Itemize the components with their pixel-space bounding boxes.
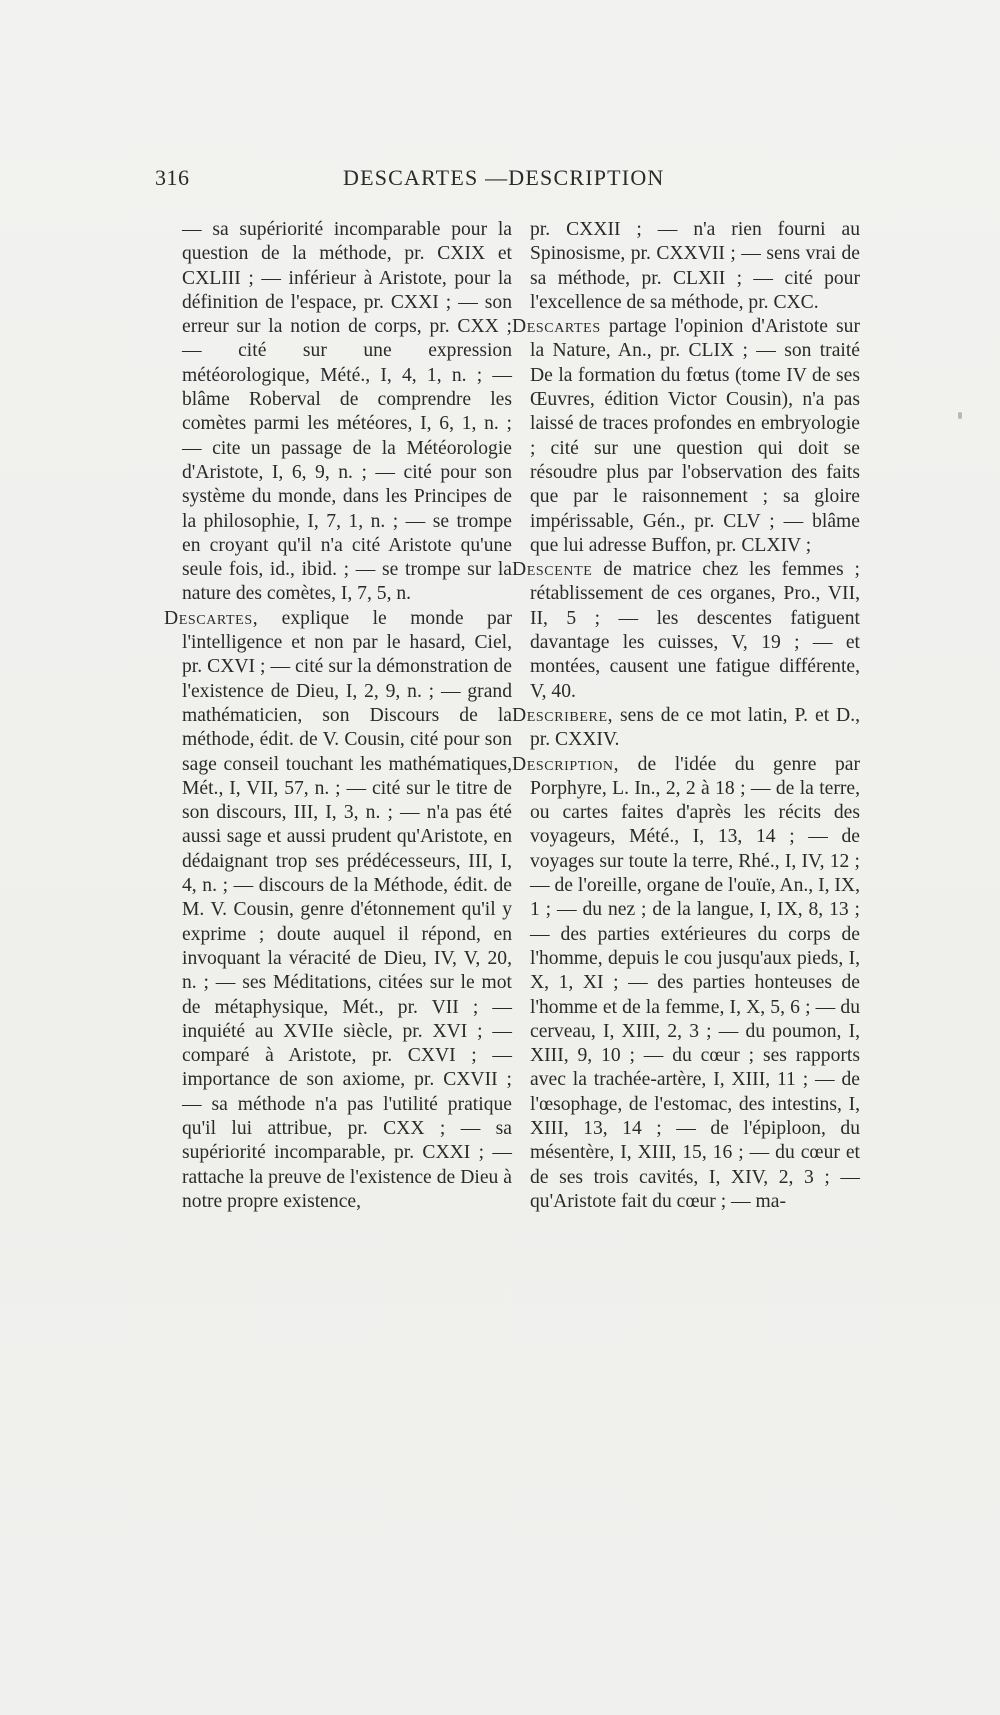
entry-text: de l'idée du genre par Porphyre, L. In., 2, 2 à 18 ; — de la terre, ou cartes faites d'après les récits des voyageurs, Mété., I, 13, 14 ; — de voyages sur toute la terre, Rhé., I, IV, 12 ; — de l'oreille, organe de l'ouïe, An., I, IX, 1 ; — du nez ; de la langue, I, IX, 8, 13 ; — des parties extérieures du corps de l'homme, depuis le cou jusqu'aux pieds, I, X, 1, XI ; — des parties honteuses de l'homme et de la femme, I, X, 5, 6 ; — du cerveau, I, XIII, 2, 3 ; — du poumon, I, XIII, 9, 10 ; — du cœur ; ses rapports avec la trachée-artère, I, XIII, 11 ; — de l'œsophage, de l'estomac, des intestins, I, XIII, 13, 14 ; — de l'épiploon, du mésentère, I, XIII, 15, 16 ; — du cœur et de ses trois cavités, I, XIV, 2, 3 ; — qu'Aristote fait du cœur ; — ma- [530,753,860,1212]
entry-text: — sa supériorité incomparable pour la question de la méthode, pr. CXIX et CXLIII ; — inférieur à Aristote, pour la définition de l'espace, pr. CXXI ; — son erreur sur la notion de corps, pr. CXX ; — cité sur une expression météorologique, Mété., I, 4, 1, n. ; — blâme Roberval de comprendre les comètes parmi les météores, I, 6, 1, n. ; — cite un passage de la Météorologie d'Aristote, I, 6, 9, n. ; — cité pour son système du monde, dans les Principes de la philosophie, I, 7, 1, n. ; — se trompe en croyant qu'il n'a cité Aristote qu'une seule fois, id., ibid. ; — se trompe sur la nature des comètes, I, 7, 5, n. [182,219,512,605]
index-entry-continued [530,218,860,315]
index-entry-continued [182,218,512,607]
entry-headword: Description, [512,753,620,775]
index-entry-descartes-3 [512,315,860,558]
index-entry-describere [512,704,860,753]
left-column [164,218,512,1214]
entry-headword: Descartes, [164,607,259,629]
index-entry-descente [512,558,860,704]
entry-text: partage l'opinion d'Aristote sur la Nature, An., pr. CLIX ; — son traité De la formation du fœtus (tome IV de ses Œuvres, édition Victor Cousin), n'a pas laissé de traces profondes en embryologie ; cité sur une question qui doit se résoudre plus par l'observation des faits que par le raisonnement ; sa gloire impérissable, Gén., pr. CLV ; — blâme que lui adresse Buffon, pr. CLXIV ; [530,316,860,556]
entry-text: sens de ce mot latin, P. et D., pr. CXXIV. [530,704,860,751]
running-title: DESCARTES —DESCRIPTION [343,165,665,190]
right-column [512,218,860,1214]
entry-text: pr. CXXII ; — n'a rien fourni au Spinosisme, pr. CXXVII ; — sens vrai de sa méthode, pr. CLXII ; — cité pour l'excellence de sa méthode, pr. CXC. [530,219,860,313]
entry-text: explique le monde par l'intelligence et non par le hasard, Ciel, pr. CXVI ; — cité sur la démonstration de l'existence de Dieu, I, 2, 9, n. ; — grand mathématicien, son Discours de la méthode, édit. de V. Cousin, cité pour son sage conseil touchant les mathématiques, Mét., I, VII, 57, n. ; — cité sur le titre de son discours, III, I, 3, n. ; — n'a pas été aussi sage et aussi prudent qu'Aristote, en dédaignant trop ses prédécesseurs, III, I, 4, n. ; — discours de la Méthode, édit. de M. V. Cousin, genre d'étonnement qu'il y exprime ; doute auquel il répond, en invoquant la véracité de Dieu, IV, V, 20, n. ; — ses Méditations, citées sur le mot de métaphysique, Mét., pr. VII ; — inquiété au XVIIe siècle, pr. XVI ; — comparé à Aristote, pr. CXVI ; — importance de son axiome, pr. CXVII ; — sa méthode n'a pas l'utilité pratique qu'il lui attribue, pr. CXX ; — sa supériorité incomparable, pr. CXXI ; — rattache la preuve de l'existence de Dieu à notre propre existence, [182,607,512,1212]
entry-headword: Descente [512,559,593,581]
entry-headword: Describere, [512,704,614,726]
paper-speck [958,412,962,419]
index-entry-description [512,753,860,1215]
entry-headword: Descartes [512,316,601,338]
index-entry-descartes-2 [164,607,512,1214]
page-header [155,165,675,195]
page-number: 316 [155,165,190,190]
entry-text: de matrice chez les femmes ; rétablissement de ces organes, Pro., VII, II, 5 ; — les descentes fatiguent davantage les cuisses, V, 19 ; — et montées, causent une fatigue différente, V, 40. [530,559,860,702]
